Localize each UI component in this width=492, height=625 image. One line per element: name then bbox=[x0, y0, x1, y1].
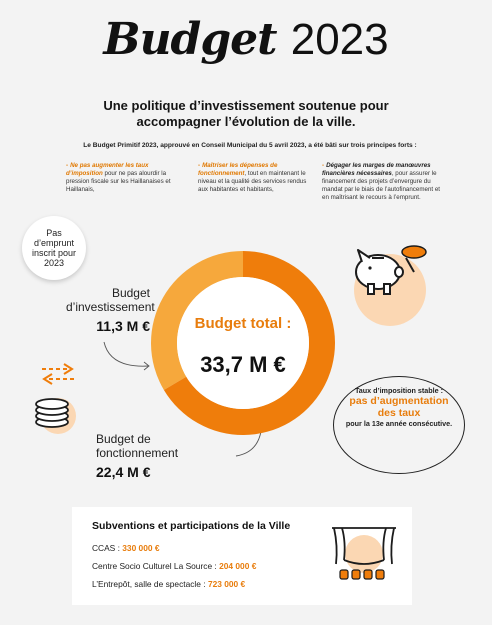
intro-text: Le Budget Primitif 2023, approuvé en Conseil Municipal du 5 avril 2023, a été bâti sur trois principes forts : bbox=[83, 142, 417, 149]
donut-center-label: Budget total : bbox=[194, 315, 292, 332]
invest-label: Budget d’investissement bbox=[66, 286, 155, 314]
subtitle: Une politique d’investissement soutenue pour accompagner l’évolution de la ville. bbox=[103, 98, 389, 129]
page-title bbox=[0, 14, 492, 65]
principle-3-text: , pour assurer le financement des projets d’envergure du mandat par le biais de l’autofinancement et en maîtrisant le recours à l’emprunt. bbox=[322, 170, 440, 201]
principle-3: - Dégager les marges de manœuvres financières nécessaires, pour assurer le financement des projets d’envergure du mandat par le biais de l’autofinancement et en maîtrisant le recours à l’emprunt. bbox=[322, 162, 440, 201]
no-loan-note bbox=[22, 216, 86, 280]
title-word: Budget bbox=[103, 14, 277, 65]
principle-1-lead: Ne pas augmenter les taux d’imposition bbox=[66, 162, 149, 177]
fonct-label: Budget de fonctionnement bbox=[96, 432, 179, 460]
principle-2-lead: Maîtriser les dépenses de fonctionnement bbox=[198, 162, 278, 177]
principle-2: - Maîtriser les dépenses de fonctionnement, tout en maintenant le niveau et la qualité des services rendus aux habitantes et habitants, bbox=[198, 162, 307, 193]
donut-center-total: 33,7 M € bbox=[200, 352, 286, 377]
coins-icon bbox=[14, 386, 98, 434]
exchange-arrows-icon bbox=[38, 362, 78, 386]
donut-hole bbox=[177, 277, 309, 409]
fonct-amount: 22,4 M € bbox=[96, 464, 151, 480]
principle-3-lead: Dégager les marges de manœuvres financières nécessaires bbox=[322, 162, 431, 177]
subsidy-entrepot: L’Entrepôt, salle de spectacle : 723 000 € bbox=[92, 579, 246, 589]
title-year: 2023 bbox=[290, 15, 389, 64]
tax-line-1: Taux d’imposition stable : bbox=[354, 386, 444, 395]
theater-stage-icon bbox=[328, 524, 400, 586]
no-loan-text: Pas d’emprunt inscrit pour 2023 bbox=[31, 228, 76, 268]
subsidies-title: Subventions et participations de la Ville bbox=[92, 520, 291, 532]
budget-donut-chart bbox=[148, 248, 338, 438]
tax-line-2: pas d’augmentation des taux bbox=[349, 395, 449, 419]
piggy-bank-icon bbox=[344, 232, 444, 328]
subsidy-ccas: CCAS : 330 000 € bbox=[92, 543, 160, 553]
tax-note bbox=[340, 386, 458, 428]
subsidy-centre-socio: Centre Socio Culturel La Source : 204 000 € bbox=[92, 561, 257, 571]
principle-1-text: pour ne pas alourdir la pression fiscale sur les Haillanaises et Haillanais, bbox=[66, 170, 171, 193]
principle-1: - Ne pas augmenter les taux d’imposition pour ne pas alourdir la pression fiscale sur les Haillanaises et Haillanais, bbox=[66, 162, 171, 193]
principle-2-text: , tout en maintenant le niveau et la qualité des services rendus aux habitantes et habitants, bbox=[198, 170, 307, 193]
invest-amount: 11,3 M € bbox=[96, 318, 150, 334]
tax-line-3: pour la 13e année consécutive. bbox=[345, 419, 453, 428]
